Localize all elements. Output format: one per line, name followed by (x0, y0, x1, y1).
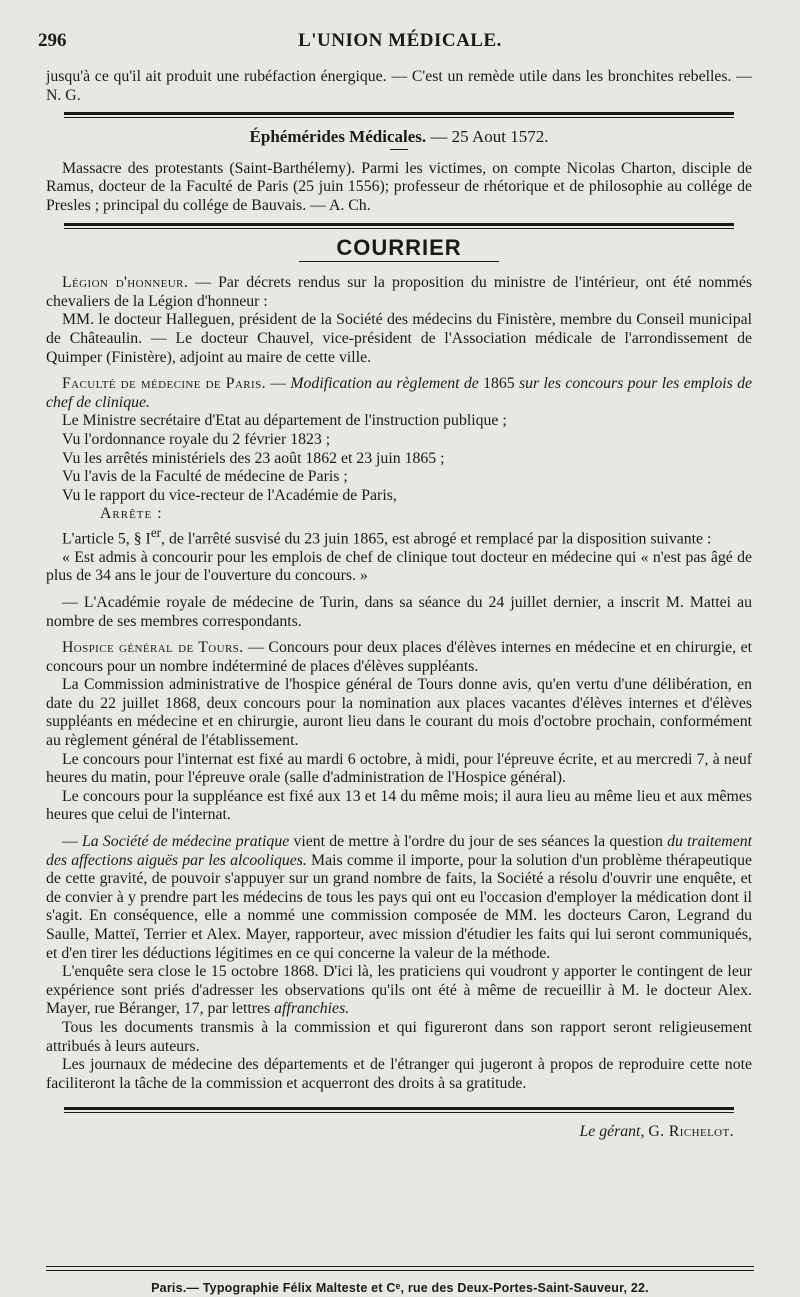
page-header (38, 30, 762, 60)
footer-rule (46, 1270, 754, 1271)
quote-paragraph: « Est admis à concourir pour les emplois de chef de clinique tout docteur en médecine qui « n'est pas âgé de plus de 34 ans le jour de l'ouverture du concours. » (46, 548, 752, 585)
considerant-line: Vu le rapport du vice-recteur de l'Académie de Paris, (62, 486, 397, 504)
faculte-label: Faculté de médecine de Paris. (62, 375, 266, 393)
arrete-heading: Arrête : (100, 505, 163, 523)
societe-dash: — (62, 833, 83, 851)
hospice-text: — Concours pour deux places d'élèves internes en médecine et en chirurgie, et concours pour un nombre indéterminé de places d'élèves suppléants. (46, 639, 752, 675)
running-title: L'UNION MÉDICALE. (298, 30, 502, 51)
turin-paragraph: — L'Académie royale de médecine de Turin, dans sa séance du 24 juillet dernier, a inscrit M. Mattei au nombre de ses membres correspondants. (46, 593, 752, 630)
ephemerides-title: Éphémérides Médicales. (249, 127, 427, 147)
enquete-affranchies: affranchies. (274, 1000, 350, 1018)
societe-text-c: Mais comme il importe, pour la solution d'un problème thérapeutique de cette gravité, de pouvoir s'appuyer sur un grand nombre de faits, la Société a résolu d'ouvrir une enquête, et de convier à y prendre part les médecins de tous les pays qui ont eu l'occasion d'employer la médication dont il s'agit. En conséquence, elle a nommé une commission composée de MM. les docteurs Caron, Legrand du Saulle, Matteï, Terrier et Alex. Mayer, rapporteur, avec mission d'étudier les faits qui lui seront communiqués, et d'en tirer les déductions légitimes en ce qui concerne la valeur de la méthode. (46, 851, 752, 962)
societe-name: La Société de médecine pratique (82, 833, 290, 851)
page-footer (0, 1228, 800, 1295)
hospice-paragraph-2: Le concours pour l'internat est fixé au mardi 6 octobre, à midi, pour l'épreuve écrite, et au mercredi 7, à neuf heures du matin, pour l'épreuve orale (salle d'administration de l'Hospice général). (46, 750, 752, 787)
intro-paragraph: jusqu'à ce qu'il ait produit une rubéfaction énergique. — C'est un remède utile dans les bronchites rebelles. — N. G. (46, 68, 752, 104)
considerant-line: Vu les arrêtés ministériels des 23 août 1862 et 23 juin 1865 ; (62, 449, 445, 467)
short-dash (390, 149, 408, 150)
hospice-paragraph (46, 639, 752, 676)
hospice-label: Hospice général de Tours. (62, 639, 244, 657)
considerant-line: Vu l'ordonnance royale du 2 février 1823 ; (62, 430, 331, 448)
section-divider (64, 112, 734, 118)
courrier-underline (299, 261, 499, 262)
closing-divider (64, 1107, 734, 1113)
legion-label: Légion d'honneur. (62, 274, 189, 292)
article-text-a: L'article 5, § I (62, 530, 151, 548)
considerant-line: Vu l'avis de la Faculté de médecine de Paris ; (62, 468, 348, 486)
faculte-paragraph (46, 375, 752, 412)
hospice-paragraph-3: Le concours pour la suppléance est fixé aux 13 et 14 du même mois; il aura lieu au même lieu et aux mêmes heures que celui de l'internat. (46, 787, 752, 824)
societe-text-b: vient de mettre à l'ordre du jour de ses séances la question (289, 833, 668, 851)
legion-text: — Par décrets rendus sur la proposition du ministre de l'intérieur, ont été nommés chevaliers de la Légion d'honneur : (46, 274, 752, 310)
article-text-b: , de l'arrêté susvisé du 23 juin 1865, est abrogé et remplacé par la disposition suivante : (161, 530, 712, 548)
enquete-paragraph (46, 963, 752, 1019)
printer-imprint: Paris.— Typographie Félix Malteste et Cᵉ, rue des Deux-Portes-Saint-Sauveur, 22. (151, 1281, 649, 1295)
page-number: 296 (38, 30, 67, 51)
hospice-paragraph-1: La Commission administrative de l'hospice général de Tours donne avis, qu'en vertu d'une délibération, en date du 22 juillet 1868, deux concours pour la nomination aux places vacantes d'élèves internes et d'élèves suppléants en médecine et en chirurgie, auront lieu dans le courant du mois d'octobre prochain, conformément au règlement général de l'établissement. (46, 676, 752, 750)
faculte-year: 1865 (483, 375, 515, 393)
legion-names: MM. le docteur Halleguen, président de la Société des médecins du Finistère, membre du Conseil municipal de Châteaulin. — Le docteur Chauvel, vice-président de l'Association médicale de l'arrondissement de Quimper (Finistère), adjoint au maire de cette ville. (46, 311, 752, 366)
documents-paragraph: Tous les documents transmis à la commission et qui figureront dans son rapport seront religieusement attribués à leurs auteurs. (46, 1018, 752, 1055)
enquete-text: L'enquête sera close le 15 octobre 1868. D'ici là, les praticiens qui voudront y apporter le contingent de leur expérience sont priés d'adresser les observations qu'ils ont été à même de recueillir à M. le docteur Alex. Mayer, rue Béranger, 17, par lettres (46, 963, 752, 1018)
societe-paragraph (46, 833, 752, 963)
ephemerides-heading (46, 128, 752, 147)
section-divider (64, 223, 734, 229)
societe-question: du traitement des affections aiguës par les alcooliques. (46, 833, 753, 869)
ephemerides-body: Massacre des protestants (Saint-Barthélemy). Parmi les victimes, on compte Nicolas Charton, disciple de Ramus, docteur de la Faculté de Paris (25 juin 1556); professeur de rhétorique et de philosophie au collége de Presles ; principal du collége de Bauvais. — A. Ch. (46, 159, 752, 214)
courrier-heading: COURRIER (336, 234, 462, 260)
signature-name: G. Richelot. (648, 1123, 734, 1141)
article-superscript: er (150, 524, 162, 540)
footer-rule (46, 1266, 754, 1267)
signature-label: Le gérant, (579, 1123, 645, 1141)
faculte-title-2: sur les concours pour les emplois de chef de clinique. (46, 375, 752, 411)
ephemerides-date: — 25 Aout 1572. (430, 127, 549, 147)
signature (64, 1123, 734, 1142)
journaux-paragraph: Les journaux de médecine des départements et de l'étranger qui jugeront à propos de reproduire cette note faciliteront la tâche de la commission et acquerront des droits à sa gratitude. (46, 1056, 752, 1092)
faculte-dash: — (265, 375, 291, 393)
considerant-line: Le Ministre secrétaire d'Etat au département de l'instruction publique ; (62, 412, 507, 430)
faculte-title-1: Modification au règlement de (290, 375, 484, 393)
page-content (46, 68, 752, 1142)
article-paragraph (46, 524, 752, 549)
legion-paragraph (46, 274, 752, 311)
